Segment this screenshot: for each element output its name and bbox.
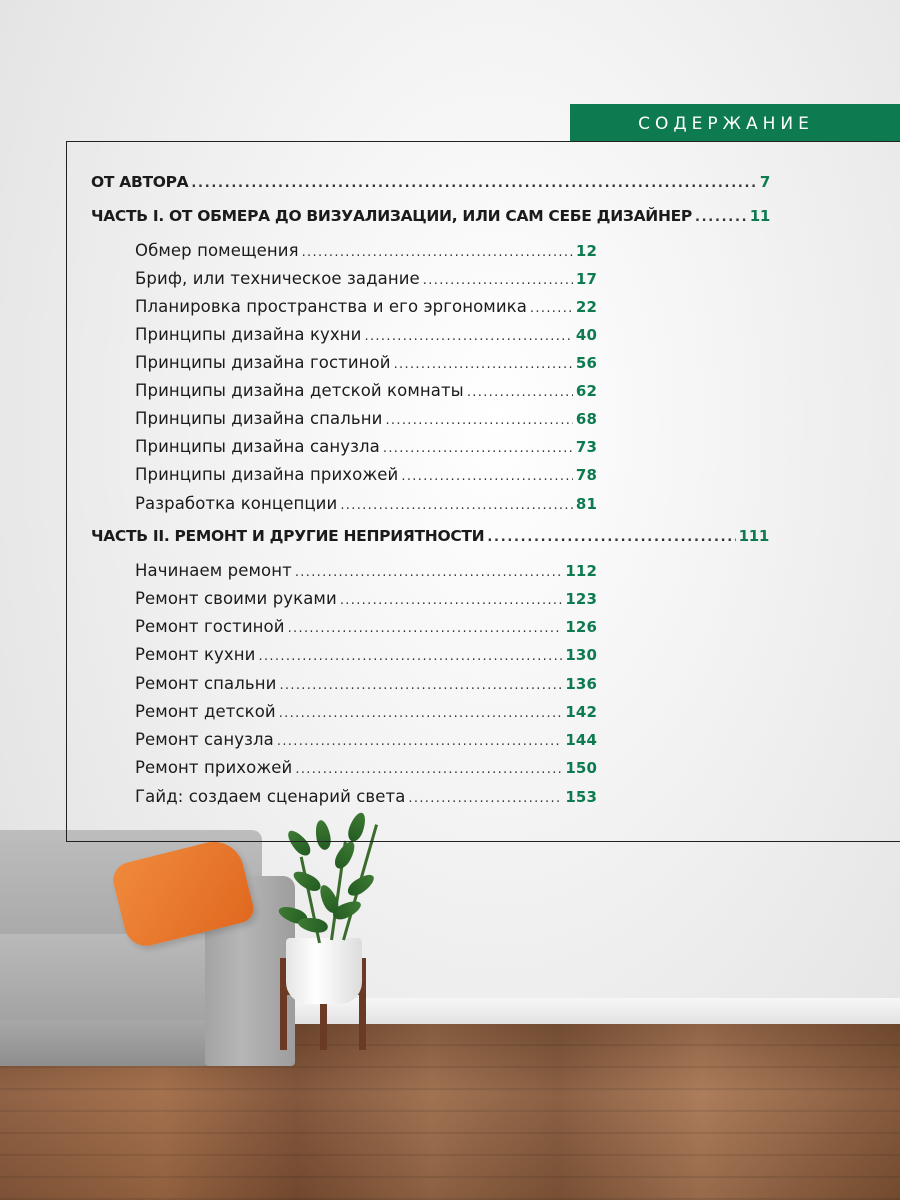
dot-leader xyxy=(277,734,563,749)
toc-page-number: 40 xyxy=(575,326,597,344)
toc-section-entry[interactable] xyxy=(135,465,597,487)
toc-page-number: 150 xyxy=(565,759,597,777)
toc-entry-title: Разработка концепции xyxy=(135,494,338,513)
toc-page-number: 112 xyxy=(565,562,597,580)
toc-page-number: 153 xyxy=(565,788,597,806)
toc-page-number: 11 xyxy=(749,207,770,225)
toc-entry-title: Бриф, или техническое задание xyxy=(135,269,420,288)
toc-page-number: 111 xyxy=(738,527,769,545)
dot-leader xyxy=(385,413,572,428)
toc-section-entry[interactable] xyxy=(135,730,597,752)
toc-entry-title: Принципы дизайна санузла xyxy=(135,437,380,456)
toc-entry-title: Гайд: создаем сценарий света xyxy=(135,787,406,806)
toc-entry-title: Ремонт спальни xyxy=(135,674,277,693)
toc-part-entry[interactable] xyxy=(91,207,770,229)
toc-page-number: 56 xyxy=(575,354,597,372)
toc-entry-title: Принципы дизайна гостиной xyxy=(135,353,391,372)
toc-entry-title: Ремонт прихожей xyxy=(135,758,293,777)
toc-entry-title: Принципы дизайна детской комнаты xyxy=(135,381,464,400)
dot-leader xyxy=(288,621,563,636)
dot-leader xyxy=(408,791,562,806)
toc-section-entry[interactable] xyxy=(135,617,597,639)
plant-pot xyxy=(286,938,362,1004)
toc-entry-title: Ремонт санузла xyxy=(135,730,274,749)
dot-leader xyxy=(467,385,573,400)
toc-entry-title: ЧАСТЬ I. ОТ ОБМЕРА ДО ВИЗУАЛИЗАЦИИ, ИЛИ САМ СЕБЕ ДИЗАЙНЕР xyxy=(91,207,692,225)
dot-leader xyxy=(259,649,563,664)
toc-entry-title: Обмер помещения xyxy=(135,241,299,260)
toc-page-number: 68 xyxy=(575,410,597,428)
contents-title: СОДЕРЖАНИЕ xyxy=(638,114,814,134)
toc-entry-title: ЧАСТЬ II. РЕМОНТ И ДРУГИЕ НЕПРИЯТНОСТИ xyxy=(91,527,485,545)
dot-leader xyxy=(423,273,573,288)
toc-section-entry[interactable] xyxy=(135,381,597,403)
toc-entry-title: Планировка пространства и его эргономика xyxy=(135,297,527,316)
toc-entry-title: Начинаем ремонт xyxy=(135,561,292,580)
dot-leader xyxy=(340,498,573,513)
toc-section-entry[interactable] xyxy=(135,269,597,291)
toc-entry-title: Принципы дизайна кухни xyxy=(135,325,362,344)
toc-section-entry[interactable] xyxy=(135,437,597,459)
toc-section-entry[interactable] xyxy=(135,297,597,319)
toc-entry-title: ОТ АВТОРА xyxy=(91,173,189,191)
dot-leader xyxy=(295,762,562,777)
toc-page-number: 62 xyxy=(575,382,597,400)
toc-page-number: 17 xyxy=(575,270,597,288)
dot-leader xyxy=(302,245,573,260)
toc-page-number: 12 xyxy=(575,242,597,260)
dot-leader xyxy=(530,301,573,316)
toc-entry-title: Ремонт детской xyxy=(135,702,276,721)
toc-section-entry[interactable] xyxy=(135,241,597,263)
contents-header-band xyxy=(570,104,900,142)
toc-page-number: 123 xyxy=(565,590,597,608)
dot-leader xyxy=(401,469,573,484)
toc-page-number: 7 xyxy=(759,173,770,191)
dot-leader xyxy=(279,706,563,721)
toc-entry-title: Принципы дизайна прихожей xyxy=(135,465,399,484)
toc-page-number: 130 xyxy=(565,646,597,664)
toc-section-entry[interactable] xyxy=(135,494,597,516)
dot-leader xyxy=(695,210,747,225)
dot-leader xyxy=(295,565,563,580)
toc-page-number: 81 xyxy=(575,495,597,513)
toc-entry-title: Ремонт кухни xyxy=(135,645,256,664)
toc-section-entry[interactable] xyxy=(135,674,597,696)
dot-leader xyxy=(340,593,563,608)
toc-page-number: 144 xyxy=(565,731,597,749)
toc-entry-title: Ремонт гостиной xyxy=(135,617,285,636)
toc-section-entry[interactable] xyxy=(135,645,597,667)
toc-section-entry[interactable] xyxy=(135,702,597,724)
toc-section-entry[interactable] xyxy=(135,561,597,583)
plant-leaf xyxy=(331,839,358,872)
toc-page-number: 78 xyxy=(575,466,597,484)
toc-section-entry[interactable] xyxy=(135,787,597,809)
toc-part-entry[interactable] xyxy=(91,173,770,195)
toc-section-entry[interactable] xyxy=(135,353,597,375)
dot-leader xyxy=(383,441,573,456)
sofa-seat xyxy=(0,934,215,1024)
toc-part-entry[interactable] xyxy=(91,527,769,549)
toc-page-number: 73 xyxy=(575,438,597,456)
toc-section-entry[interactable] xyxy=(135,758,597,780)
toc-page-number: 126 xyxy=(565,618,597,636)
toc-page-number: 22 xyxy=(575,298,597,316)
dot-leader xyxy=(279,678,562,693)
dot-leader xyxy=(487,530,735,545)
plant-leaf xyxy=(297,916,329,935)
toc-section-entry[interactable] xyxy=(135,325,597,347)
dot-leader xyxy=(191,176,756,191)
toc-section-entry[interactable] xyxy=(135,589,597,611)
toc-page-number: 136 xyxy=(565,675,597,693)
toc-page-number: 142 xyxy=(565,703,597,721)
toc-section-entry[interactable] xyxy=(135,409,597,431)
toc-entry-title: Ремонт своими руками xyxy=(135,589,337,608)
dot-leader xyxy=(365,329,573,344)
toc-entry-title: Принципы дизайна спальни xyxy=(135,409,383,428)
dot-leader xyxy=(394,357,573,372)
